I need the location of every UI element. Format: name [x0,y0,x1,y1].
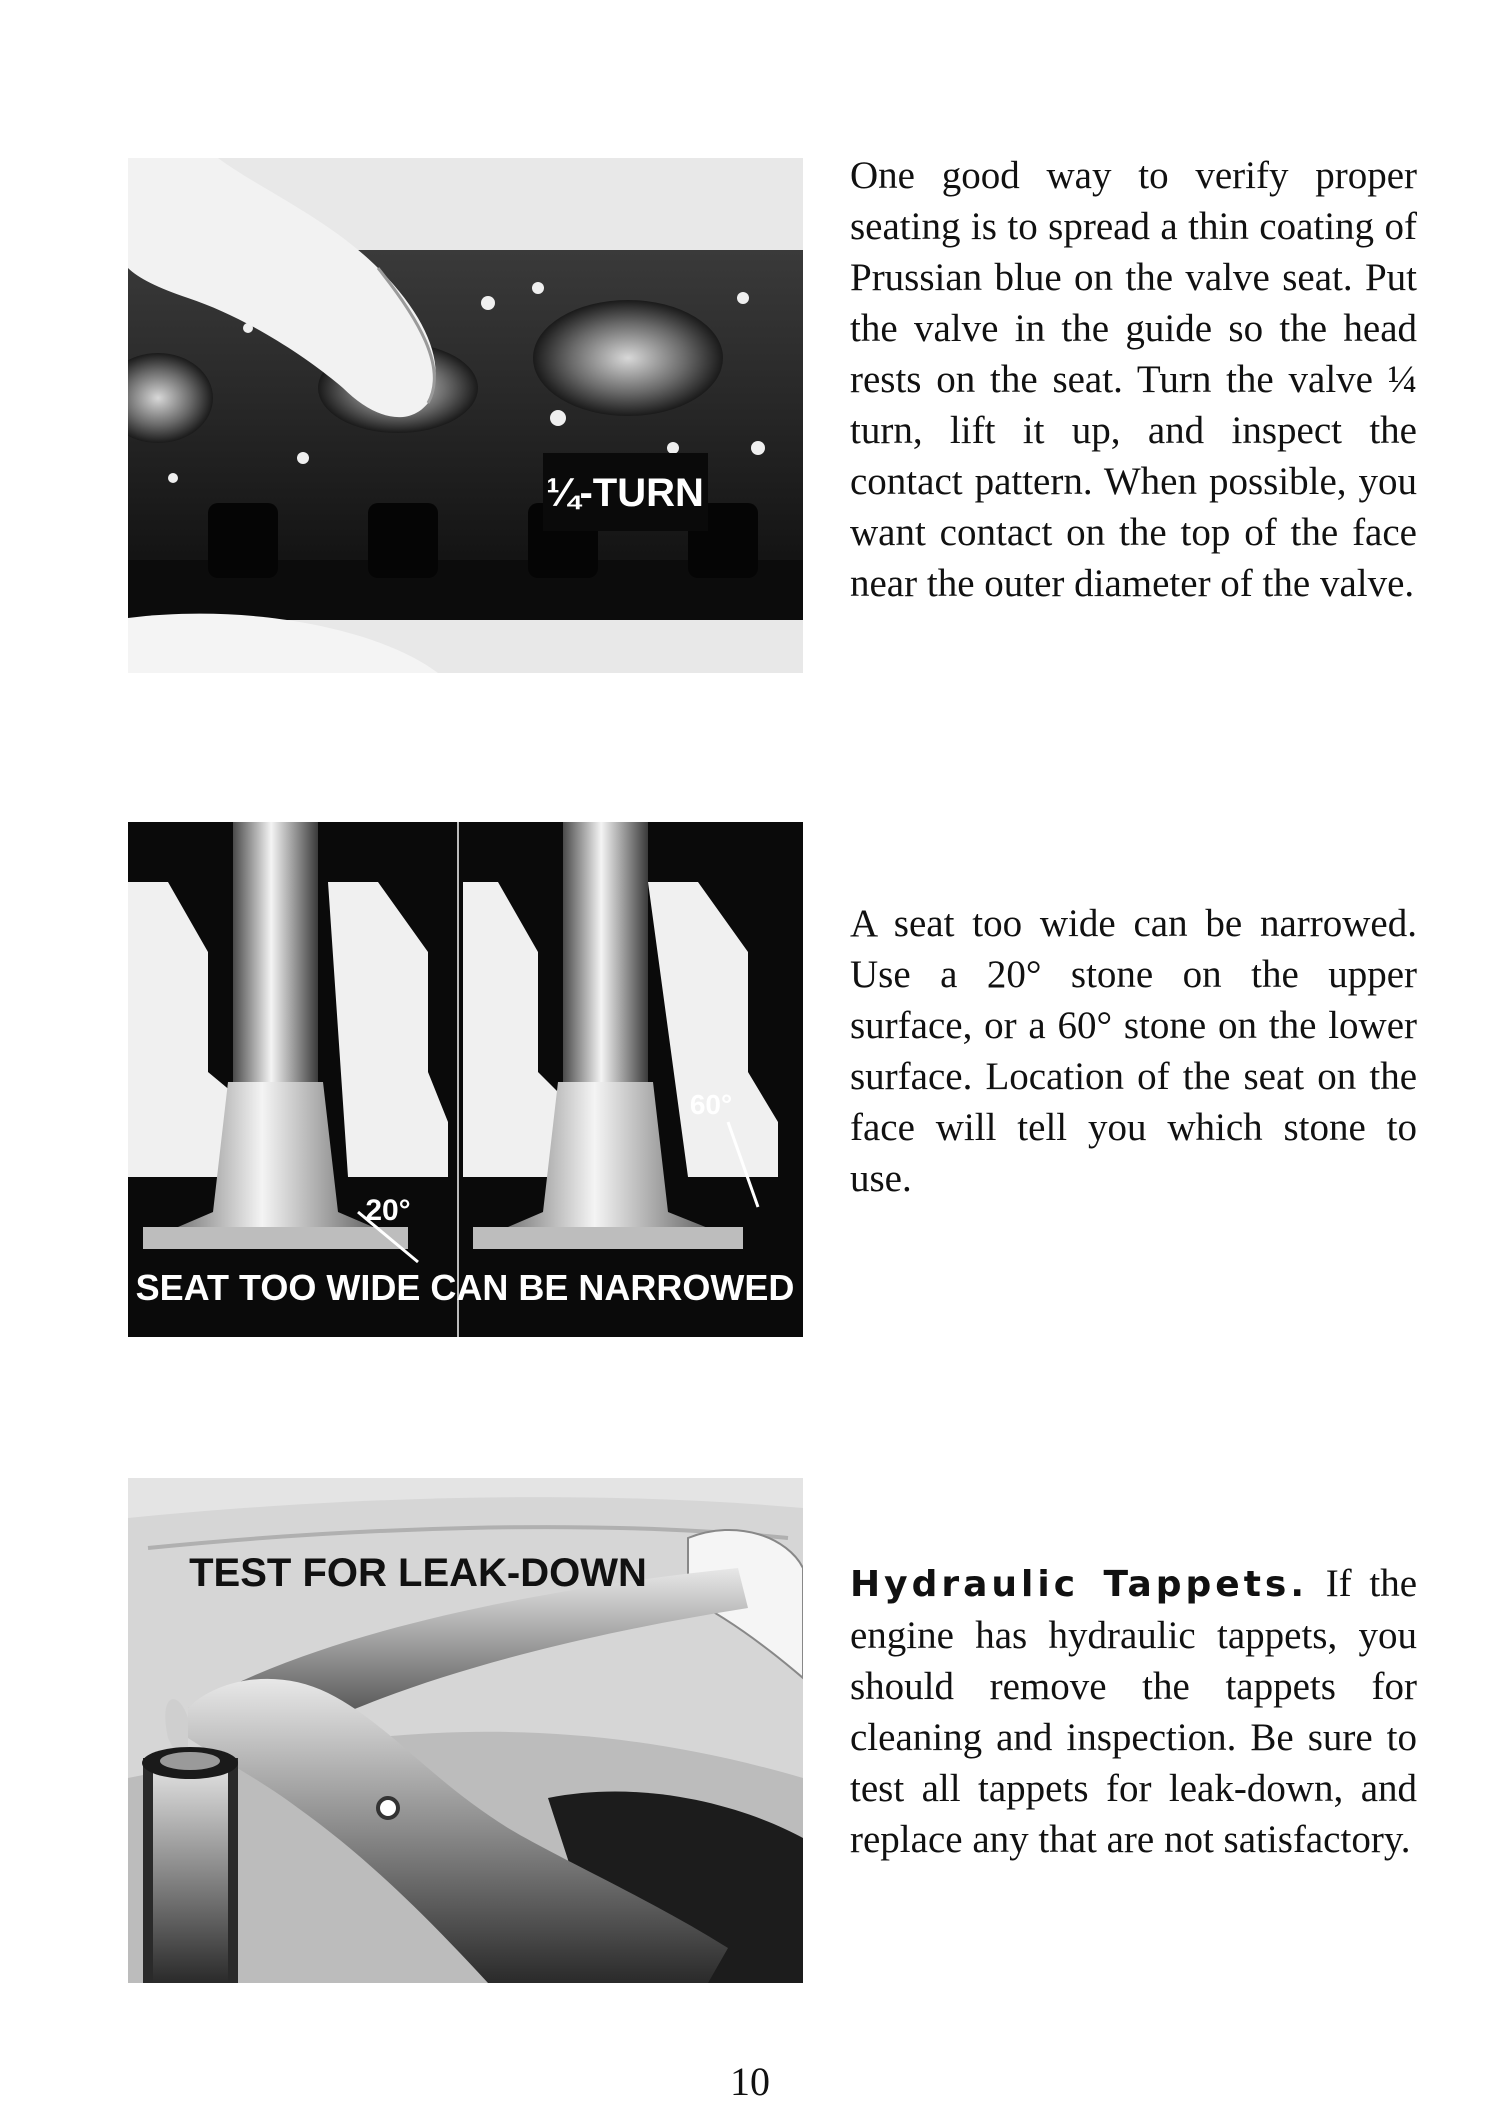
leak-down-label: TEST FOR LEAK-DOWN [189,1551,647,1595]
seat-too-wide-caption: SEAT TOO WIDE CAN BE NARROWED [135,1267,795,1308]
leak-down-photo [128,1478,803,1983]
quarter-turn-label: ¼-TURN [546,471,704,515]
seat-too-wide-diagram [128,822,803,1337]
page-number: 10 [730,2059,770,2104]
quarter-turn-photo [128,158,803,673]
narrowing-paragraph: A seat too wide can be narrowed. Use a 20° stone on the upper surface, or a 60° stone on the lower surface. Location of the seat on the face will tell you which stone to use. [850,902,1417,1200]
hydraulic-paragraph [850,1558,1417,1865]
seating-paragraph: One good way to verify proper seating is to spread a thin coating of Prussian blue on the valve seat. Put the valve in the guide so the head rests on the seat. Turn the valve ¼ turn, lift it up, and inspect the contact pattern. When possible, you want contact on the top of the face near the outer diameter of the valve. [850,154,1417,605]
angle-label-20: 20° [365,1194,411,1227]
hydraulic-tappets-heading: Hydraulic Tappets. [850,1564,1309,1605]
hydraulic-body: If the engine has hydraulic tappets, you should remove the tappets for cleaning and inspection. Be sure to test all tappets for leak-down, and replace any that are not satisfactory. [850,1562,1418,1861]
angle-label-60: 60° [689,1089,733,1120]
